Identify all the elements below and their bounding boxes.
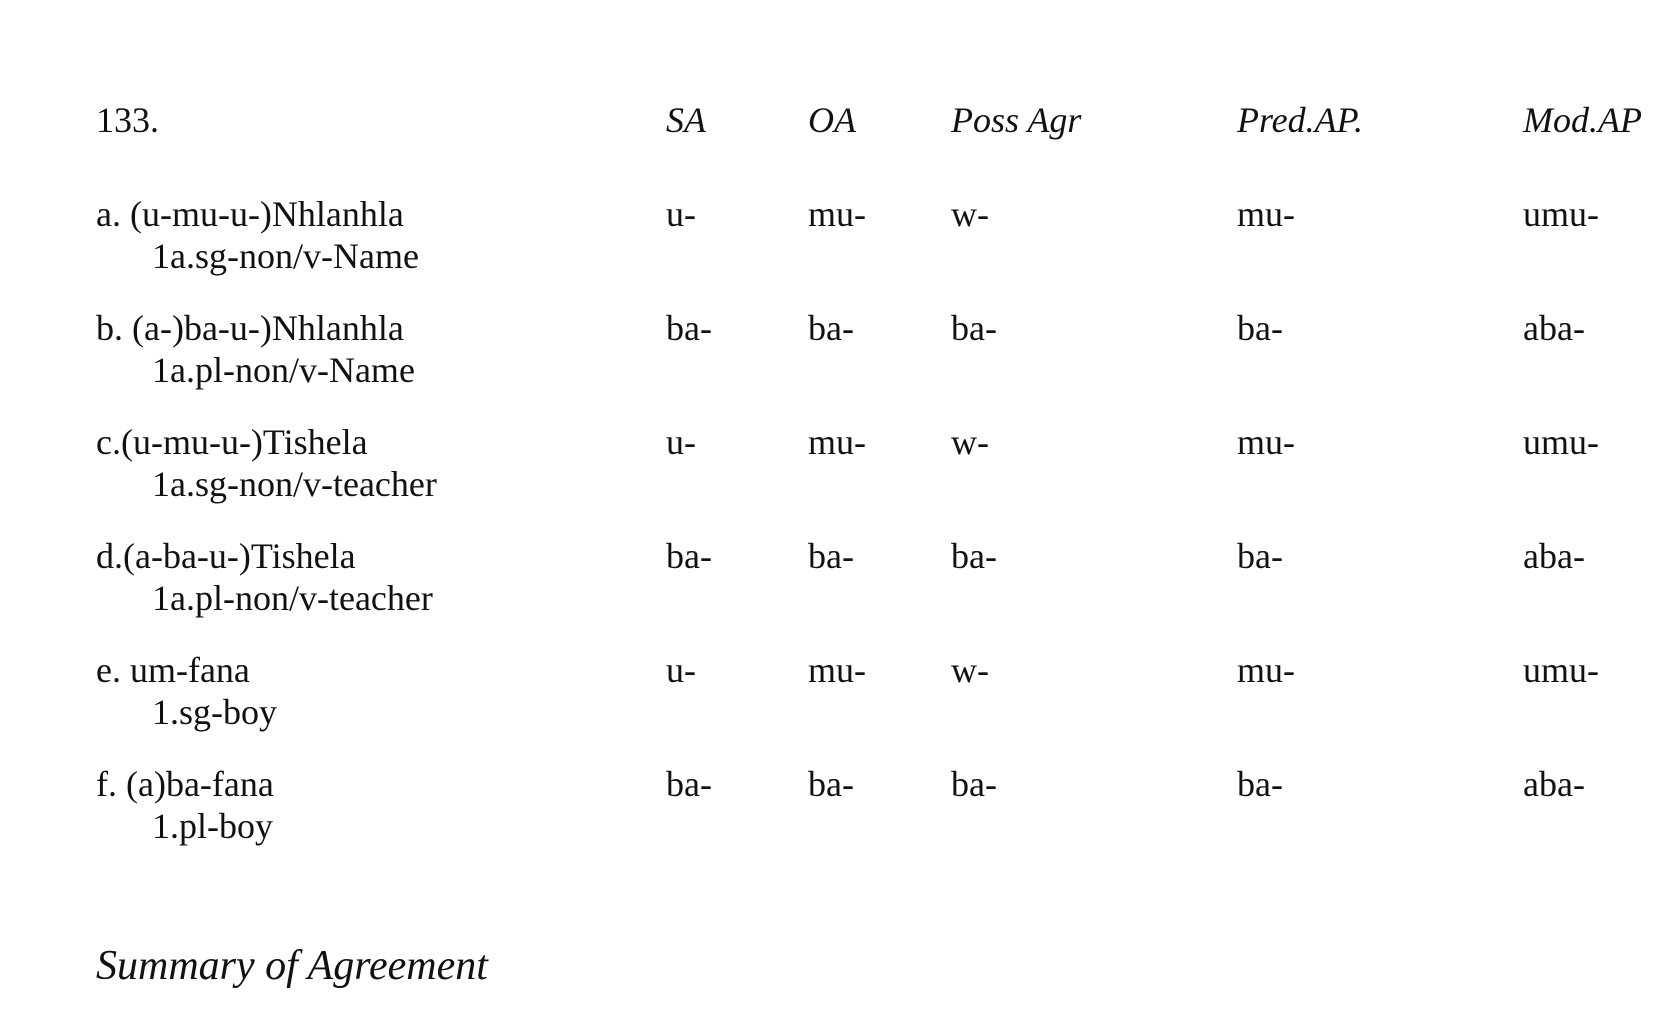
- row-form: e. um-fana: [96, 650, 250, 690]
- row-form: f. (a)ba-fana: [96, 764, 274, 804]
- row-gloss: 1a.sg-non/v-Name: [152, 236, 419, 277]
- cell-oa: mu-: [808, 194, 866, 234]
- cell-pred-ap: mu-: [1237, 650, 1295, 690]
- cell-oa: mu-: [808, 422, 866, 462]
- cell-oa: ba-: [808, 308, 854, 348]
- cell-poss-agr: w-: [951, 194, 989, 234]
- row-label: [96, 193, 419, 278]
- cell-sa: u-: [666, 194, 696, 234]
- row-label: [96, 649, 277, 734]
- cell-oa: ba-: [808, 764, 854, 804]
- row-label: [96, 763, 274, 848]
- cell-mod-ap: aba-: [1523, 536, 1585, 576]
- cell-oa: ba-: [808, 536, 854, 576]
- table-row: [0, 649, 1664, 749]
- cell-mod-ap: umu-: [1523, 194, 1599, 234]
- table-row: [0, 535, 1664, 635]
- row-label: [96, 421, 437, 506]
- column-header-pred-ap: Pred.AP.: [1237, 100, 1363, 140]
- cell-pred-ap: mu-: [1237, 194, 1295, 234]
- column-header-oa: OA: [808, 100, 856, 140]
- row-form: a. (u-mu-u-)Nhlanhla: [96, 194, 404, 234]
- cell-mod-ap: aba-: [1523, 308, 1585, 348]
- cell-pred-ap: ba-: [1237, 308, 1283, 348]
- cell-sa: ba-: [666, 536, 712, 576]
- table-row: [0, 763, 1664, 863]
- cell-poss-agr: w-: [951, 650, 989, 690]
- cell-oa: mu-: [808, 650, 866, 690]
- cell-sa: ba-: [666, 308, 712, 348]
- row-label: [96, 307, 415, 392]
- row-form: b. (a-)ba-u-)Nhlanhla: [96, 308, 404, 348]
- cell-sa: ba-: [666, 764, 712, 804]
- column-header-sa: SA: [666, 100, 706, 140]
- row-form: d.(a-ba-u-)Tishela: [96, 536, 356, 576]
- row-gloss: 1.sg-boy: [152, 692, 277, 733]
- column-header-poss-agr: Poss Agr: [951, 100, 1082, 140]
- cell-poss-agr: ba-: [951, 536, 997, 576]
- cell-poss-agr: ba-: [951, 308, 997, 348]
- cell-poss-agr: ba-: [951, 764, 997, 804]
- cell-mod-ap: umu-: [1523, 650, 1599, 690]
- row-gloss: 1.pl-boy: [152, 806, 273, 847]
- row-gloss: 1a.sg-non/v-teacher: [152, 464, 437, 505]
- cell-mod-ap: aba-: [1523, 764, 1585, 804]
- cell-sa: u-: [666, 650, 696, 690]
- cell-pred-ap: ba-: [1237, 764, 1283, 804]
- section-heading: Summary of Agreement: [96, 943, 488, 989]
- column-header-mod-ap: Mod.AP: [1523, 100, 1642, 140]
- table-row: [0, 307, 1664, 407]
- row-label: [96, 535, 433, 620]
- row-form: c.(u-mu-u-)Tishela: [96, 422, 368, 462]
- cell-sa: u-: [666, 422, 696, 462]
- cell-poss-agr: w-: [951, 422, 989, 462]
- cell-pred-ap: mu-: [1237, 422, 1295, 462]
- row-gloss: 1a.pl-non/v-Name: [152, 350, 415, 391]
- table-row: [0, 421, 1664, 521]
- cell-mod-ap: umu-: [1523, 422, 1599, 462]
- table-row: [0, 193, 1664, 293]
- cell-pred-ap: ba-: [1237, 536, 1283, 576]
- row-gloss: 1a.pl-non/v-teacher: [152, 578, 433, 619]
- example-number: 133.: [96, 100, 159, 140]
